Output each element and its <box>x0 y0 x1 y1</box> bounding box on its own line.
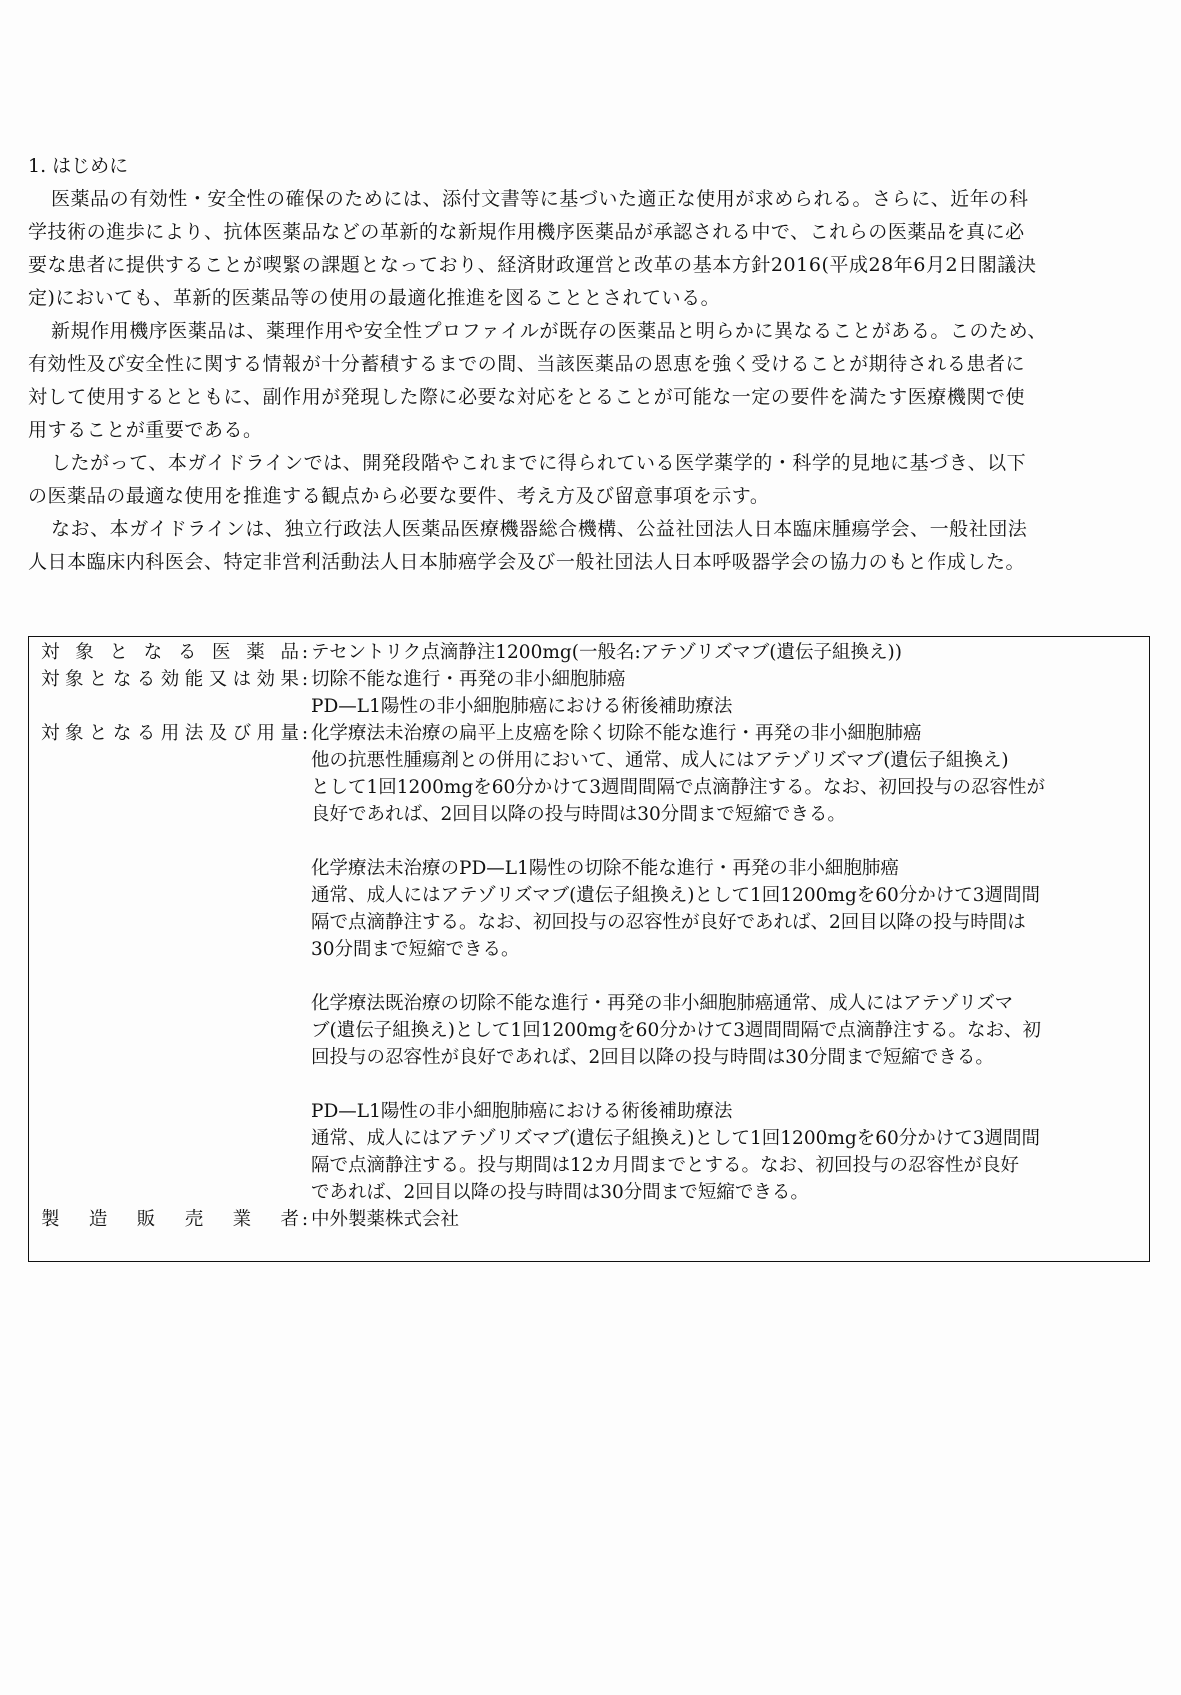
value-line: 他の抗悪性腫瘍剤との併用において、通常、成人にはアテゾリズマブ(遺伝子組換え) <box>311 750 1009 771</box>
row-indications <box>29 666 1149 720</box>
text-line: 学技術の進歩により、抗体医薬品などの革新的な新規作用機序医薬品が承認される中で、これらの医薬品を真に必 <box>28 221 1025 243</box>
text-line: したがって、本ガイドラインでは、開発段階やこれまでに得られている医学薬学的・科学的見地に基づき、以下 <box>51 452 1027 474</box>
value-line: として1回1200mgを60分かけて3週間間隔で点滴静注する。なお、初回投与の忍容性が <box>311 777 1046 798</box>
text-line: 有効性及び安全性に関する情報が十分蓄積するまでの間、当該医薬品の恩恵を強く受けることが期待される患者に <box>28 353 1026 375</box>
value-line: 30分間まで短縮できる。 <box>311 939 520 960</box>
paragraph-collaborators <box>28 513 1152 579</box>
section-heading: 1. はじめに <box>28 155 129 177</box>
text-line: 要な患者に提供することが喫緊の課題となっており、経済財政運営と改革の基本方針2016(平成28年6月2日閣議決 <box>28 254 1037 276</box>
row-dosage <box>29 720 1149 1206</box>
field-label: 対象となる用法及び用量 <box>41 723 299 744</box>
row-manufacturer <box>29 1206 1149 1233</box>
field-label: 対象となる医薬品 <box>41 642 299 663</box>
field-label: 製造販売業者 <box>41 1209 299 1230</box>
value-line: であれば、2回目以降の投与時間は30分間まで短縮できる。 <box>311 1182 809 1203</box>
text-line: 人日本臨床内科医会、特定非営利活動法人日本肺癌学会及び一般社団法人日本呼吸器学会の協力のもと作成した。 <box>28 551 1026 573</box>
value-line: 化学療法既治療の切除不能な進行・再発の非小細胞肺癌通常、成人にはアテゾリズマ <box>311 993 1014 1014</box>
text-line: 新規作用機序医薬品は、薬理作用や安全性プロファイルが既存の医薬品と明らかに異なることがある。このため、 <box>51 320 1047 342</box>
value-line: 化学療法未治療のPD—L1陽性の切除不能な進行・再発の非小細胞肺癌 <box>311 858 899 879</box>
colon: : <box>301 669 309 690</box>
value-line: テセントリク点滴静注1200mg(一般名:アテゾリズマブ(遺伝子組換え)) <box>311 642 902 663</box>
value-line: PD—L1陽性の非小細胞肺癌における術後補助療法 <box>311 1101 733 1122</box>
text-line: の医薬品の最適な使用を推進する観点から必要な要件、考え方及び留意事項を示す。 <box>28 485 770 507</box>
blank-line <box>311 1071 1141 1098</box>
colon: : <box>301 1209 309 1230</box>
colon: : <box>301 723 309 744</box>
field-value <box>311 639 1149 666</box>
paragraph-intro <box>28 183 1152 315</box>
text-line: 用することが重要である。 <box>28 419 263 441</box>
value-line: 良好であれば、2回目以降の投与時間は30分間まで短縮できる。 <box>311 804 846 825</box>
value-line: 通常、成人にはアテゾリズマブ(遺伝子組換え)として1回1200mgを60分かけて3週間間 <box>311 885 1041 906</box>
drug-summary-box <box>28 636 1150 1262</box>
field-value <box>311 666 1149 720</box>
value-line: 回投与の忍容性が良好であれば、2回目以降の投与時間は30分間まで短縮できる。 <box>311 1047 994 1068</box>
value-line: 通常、成人にはアテゾリズマブ(遺伝子組換え)として1回1200mgを60分かけて3週間間 <box>311 1128 1041 1149</box>
text-line: 定)においても、革新的医薬品等の使用の最適化推進を図ることとされている。 <box>28 287 721 309</box>
paragraph-purpose <box>28 447 1152 513</box>
field-value <box>311 1206 1149 1233</box>
value-line: PD—L1陽性の非小細胞肺癌における術後補助療法 <box>311 696 733 717</box>
value-line: 中外製薬株式会社 <box>311 1209 460 1230</box>
text-line: なお、本ガイドラインは、独立行政法人医薬品医療機器総合機構、公益社団法人日本臨床腫瘍学会、一般社団法 <box>51 518 1028 540</box>
colon: : <box>301 642 309 663</box>
field-value <box>311 720 1149 1206</box>
paragraph-novel-mechanism <box>28 315 1152 447</box>
blank-line <box>311 963 1141 990</box>
value-line: 切除不能な進行・再発の非小細胞肺癌 <box>311 669 626 690</box>
value-line: 化学療法未治療の扁平上皮癌を除く切除不能な進行・再発の非小細胞肺癌 <box>311 723 922 744</box>
value-line: ブ(遺伝子組換え)として1回1200mgを60分かけて3週間間隔で点滴静注する。なお、初 <box>311 1020 1041 1041</box>
row-target-drug <box>29 639 1149 666</box>
document-page <box>28 150 1152 579</box>
blank-line <box>311 828 1141 855</box>
value-line: 隔で点滴静注する。なお、初回投与の忍容性が良好であれば、2回目以降の投与時間は <box>311 912 1026 933</box>
value-line: 隔で点滴静注する。投与期間は12カ月間までとする。なお、初回投与の忍容性が良好 <box>311 1155 1020 1176</box>
text-line: 対して使用するとともに、副作用が発現した際に必要な対応をとることが可能な一定の要件を満たす医療機関で使 <box>28 386 1026 408</box>
field-label: 対象となる効能又は効果 <box>41 669 299 690</box>
text-line: 医薬品の有効性・安全性の確保のためには、添付文書等に基づいた適正な使用が求められる。さらに、近年の科 <box>51 188 1029 210</box>
